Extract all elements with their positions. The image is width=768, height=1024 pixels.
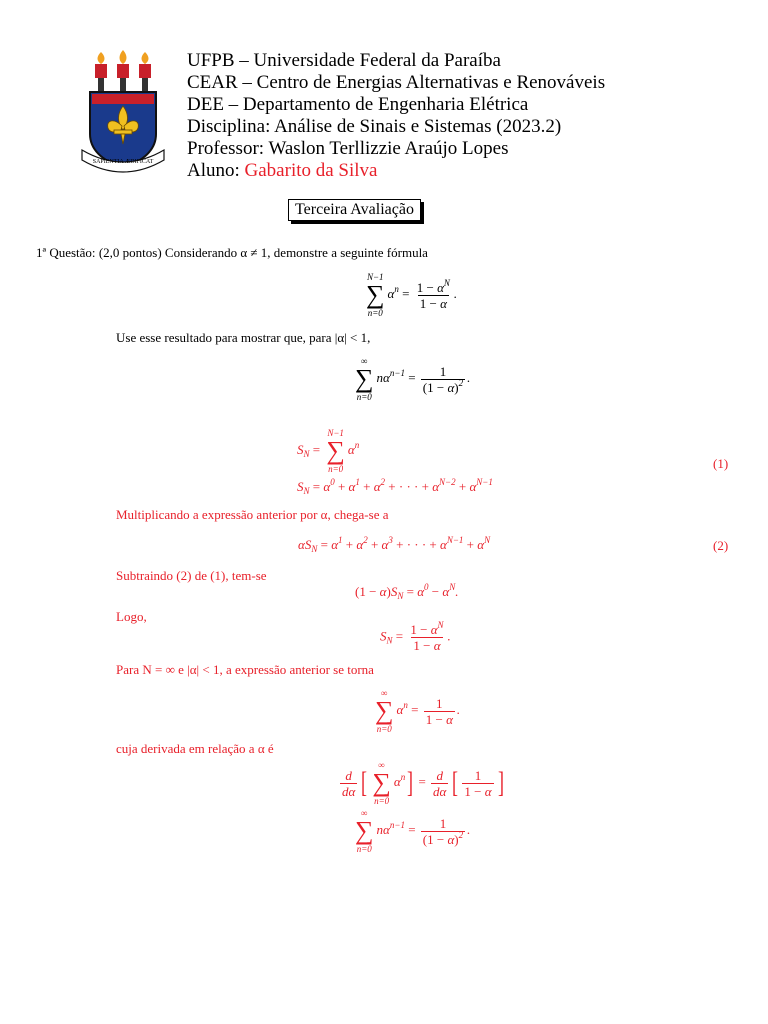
torch-icon	[95, 50, 151, 92]
header-center: CEAR – Centro de Energias Alternativas e Renováveis	[187, 72, 606, 93]
question-line	[36, 245, 428, 261]
solution-final-result: ∞ ∑ n=0 $n\alpha^{n-1}$ = $\frac{1}{(1 - \alpha)^2}$ .	[355, 808, 471, 854]
subtract-text: Subtraindo (2) de (1), tem-se	[116, 568, 267, 583]
student-name: Gabarito da Silva	[244, 160, 378, 181]
university-logo	[78, 48, 168, 176]
solution-sn-definition: $S_N$ = N−1 ∑ n=0 $\alpha^n$	[297, 428, 360, 474]
solution-geometric-series: ∞ ∑ n=0 $\alpha^n$ = $\frac{1}{1 - \alpha}$ .	[375, 688, 461, 734]
formula-infinite-derivative: ∞ ∑ n=0 $n\alpha^{n-1}$ = $\frac{1}{(1 - \alpha)^2}$ .	[355, 356, 471, 402]
student-label: Aluno:	[187, 160, 240, 181]
limit-text: Para N = ∞ e |α| < 1, a expressão anterior se torna	[116, 662, 374, 677]
header-course: Disciplina: Análise de Sinais e Sistemas (2023.2)	[187, 116, 562, 137]
equation-number-1: (1)	[713, 456, 729, 471]
equation-number-2: (2)	[713, 538, 729, 553]
solution-alpha-sn: $\alpha S_N = \alpha^1 + \alpha^2 + \alpha^3$ + · · · + $\alpha^{N-1} + \alpha^N$	[298, 535, 491, 554]
header-professor: Professor: Waslon Terllizzie Araújo Lopes	[187, 138, 509, 159]
solution-derivative-step: $\frac{d}{d\alpha}$ [ ∞ ∑ n=0 $\alpha^n$] = $\frac{d}{d\alpha}$ [ $\frac{1}{1 - \alpha}$ ]	[342, 760, 504, 806]
solution-sn-closed-form: $S_N$ = $\frac{1 - \alpha^N}{1 - \alpha}$ .	[380, 620, 451, 653]
derivative-text: cuja derivada em relação a α é	[116, 741, 274, 756]
question-statement: (2,0 pontos) Considerando α ≠ 1, demonstre a seguinte fórmula	[98, 245, 428, 260]
multiply-text: Multiplicando a expressão anterior por α, chega-se a	[116, 507, 389, 522]
logo-motto: SAPIENTIA ÆDIFICAT	[92, 159, 154, 165]
header-department: DEE – Departamento de Engenharia Elétrica	[187, 94, 529, 115]
solution-difference: $(1 - \alpha)S_N = \alpha^0 - \alpha^N$.	[355, 582, 459, 601]
exam-title: Terceira Avaliação	[288, 199, 421, 221]
question-label: 1ª Questão:	[36, 245, 96, 260]
solution-sn-expanded: $S_N = \alpha^0 + \alpha^1 + \alpha^2$ + · · · + $\alpha^{N-2} + \alpha^{N-1}$	[297, 477, 493, 496]
header-institution: UFPB – Universidade Federal da Paraíba	[187, 50, 501, 71]
logo-text: Logo,	[116, 609, 147, 624]
header-student	[187, 160, 378, 182]
use-result-text: Use esse resultado para mostrar que, para |α| < 1,	[116, 330, 371, 345]
formula-finite-sum: N−1 ∑ n=0 $\alpha^n$ = $\frac{1 - \alpha^N}{1 - \alpha}$ .	[366, 272, 458, 318]
